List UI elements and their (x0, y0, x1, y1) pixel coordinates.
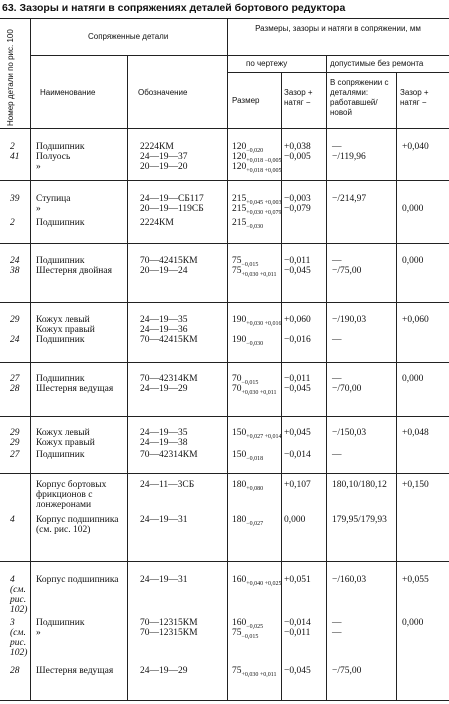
col-size-header: Размер (232, 96, 260, 105)
part-designation: 20—19—24 (140, 266, 188, 276)
part-name: Подшипник (36, 618, 85, 628)
size-value: $75_{-0,015}$ (232, 628, 259, 640)
worn-value: 180,10/180,12 (332, 480, 387, 490)
gap-value: +0,060 (284, 315, 311, 325)
part-designation: 24—19—38 (140, 438, 188, 448)
part-name: » (36, 204, 41, 214)
allowed-gap-value: 0,000 (402, 618, 424, 628)
part-designation: 20—19—20 (140, 162, 188, 172)
part-name: Подшипник (36, 335, 85, 345)
part-designation: 70—42314КМ (140, 450, 198, 460)
worn-value: −/214,97 (332, 194, 367, 204)
col-allowed-header: допустимые без ремонта (330, 59, 424, 68)
row-number: 2 (10, 218, 15, 228)
col-sizes-header: Размеры, зазоры и натяги в сопряжении, мм (255, 24, 421, 33)
part-name: Подшипник (36, 450, 85, 460)
gap-value: −0,045 (284, 266, 311, 276)
gap-value: −0,079 (284, 204, 311, 214)
part-name: Корпус подшипника (см. рис. 102) (36, 515, 119, 535)
allowed-gap-value: +0,060 (402, 315, 429, 325)
worn-value: — (332, 374, 342, 384)
gap-value: +0,038 (284, 142, 311, 152)
worn-value: — (332, 256, 342, 266)
size-value: $160_{-0,025}$ (232, 618, 264, 630)
part-designation: 70—12315КМ (140, 618, 198, 628)
gap-value: −0,014 (284, 450, 311, 460)
row-number: 28 (10, 666, 20, 676)
size-value: $120_{-0,020}$ (232, 142, 264, 154)
gap-value: −0,014 (284, 618, 311, 628)
allowed-gap-value: 0,000 (402, 256, 424, 266)
size-value: $190_{+0,030 +0,016}$ (232, 315, 282, 327)
worn-value: −/75,00 (332, 666, 362, 676)
part-designation: 24—19—31 (140, 515, 188, 525)
row-number: 24 (10, 256, 20, 266)
part-name: » (36, 162, 41, 172)
row-number: 4 (10, 515, 15, 525)
size-value: $215_{+0,030 +0,079}$ (232, 204, 282, 216)
col-worn-header: В сопряжении с деталями: работавшей/новой (330, 78, 389, 117)
col-name-header: Наименование (40, 88, 96, 97)
part-designation: 70—42314КМ (140, 374, 198, 384)
size-value: $150_{-0,018}$ (232, 450, 264, 462)
size-value: $120_{+0,018 -0,005}$ (232, 152, 282, 164)
part-designation: 24—11—3СБ (140, 480, 195, 490)
worn-value: — (332, 450, 342, 460)
row-number: 2 (10, 142, 15, 152)
size-value: $70_{+0,030 +0,011}$ (232, 384, 277, 396)
col-drawing-header: по чертежу (246, 59, 288, 68)
worn-value: — (332, 142, 342, 152)
size-value: $75_{+0,030 +0,011}$ (232, 266, 277, 278)
size-value: $75_{+0,030 +0,011}$ (232, 666, 277, 678)
part-name: Шестерня ведущая (36, 384, 114, 394)
part-designation: 24—19—СБ117 (140, 194, 204, 204)
size-value: $215_{+0,045 +0,003}$ (232, 194, 282, 206)
allowed-gap-value: 0,000 (402, 374, 424, 384)
allowed-gap-value: +0,040 (402, 142, 429, 152)
part-name: Полуось (36, 152, 71, 162)
part-designation: 2224КМ (140, 218, 174, 228)
size-value: $120_{+0,018 +0,005}$ (232, 162, 282, 174)
allowed-gap-value: 0,000 (402, 204, 424, 214)
gap-value: −0,003 (284, 194, 311, 204)
row-number: 29 (10, 438, 20, 448)
part-name: Кожух правый (36, 325, 95, 335)
gap-value: +0,051 (284, 575, 311, 585)
worn-value: −/160,03 (332, 575, 367, 585)
part-name: Кожух правый (36, 438, 95, 448)
size-value: $180_{+0,080}$ (232, 480, 264, 492)
part-designation: 24—19—29 (140, 666, 188, 676)
part-designation: 2224КМ (140, 142, 174, 152)
size-value: $180_{-0,027}$ (232, 515, 264, 527)
col-designation-header: Обозначение (138, 88, 188, 97)
row-number: 39 (10, 194, 20, 204)
worn-value: −/75,00 (332, 266, 362, 276)
allowed-gap-value: +0,150 (402, 480, 429, 490)
part-designation: 70—42415КМ (140, 256, 198, 266)
size-value: $190_{-0,030}$ (232, 335, 264, 347)
part-name: Подшипник (36, 256, 85, 266)
worn-value: −/190,03 (332, 315, 367, 325)
part-name: Подшипник (36, 218, 85, 228)
worn-value: 179,95/179,93 (332, 515, 387, 525)
allowed-gap-value: +0,048 (402, 428, 429, 438)
col-gap2-header: Зазор + натяг − (400, 88, 429, 107)
row-number: 29 (10, 428, 20, 438)
part-name: Корпус бортовых фрикционов с лонжеронами (36, 480, 107, 510)
part-designation: 70—42415КМ (140, 335, 198, 345)
part-designation: 24—19—31 (140, 575, 188, 585)
worn-value: −/70,00 (332, 384, 362, 394)
gap-value: 0,000 (284, 515, 306, 525)
gap-value: −0,011 (284, 256, 311, 266)
part-name: Шестерня ведущая (36, 666, 114, 676)
col-num-header: Номер детали по рис. 100 (6, 29, 15, 126)
part-name: Кожух левый (36, 428, 90, 438)
part-designation: 24—19—35 (140, 315, 188, 325)
worn-value: — (332, 335, 342, 345)
gap-value: −0,045 (284, 384, 311, 394)
part-designation: 70—12315КМ (140, 628, 198, 638)
row-number: 3 (см. рис. 102) (10, 618, 28, 658)
gap-value: −0,011 (284, 374, 311, 384)
part-designation: 24—19—37 (140, 152, 188, 162)
gap-value: −0,011 (284, 628, 311, 638)
part-name: Корпус подшипника (36, 575, 119, 585)
part-name: Подшипник (36, 142, 85, 152)
part-name: Шестерня двойная (36, 266, 112, 276)
part-designation: 24—19—36 (140, 325, 188, 335)
col-parts-header: Сопряженные детали (88, 32, 169, 41)
part-designation: 20—19—119СБ (140, 204, 204, 214)
row-number: 38 (10, 266, 20, 276)
worn-value: — (332, 628, 342, 638)
part-name: » (36, 628, 41, 638)
gap-value: −0,005 (284, 152, 311, 162)
row-number: 24 (10, 335, 20, 345)
size-value: $150_{+0,027 +0,014}$ (232, 428, 282, 440)
part-name: Подшипник (36, 374, 85, 384)
gap-value: +0,045 (284, 428, 311, 438)
row-number: 28 (10, 384, 20, 394)
size-value: $75_{-0,015}$ (232, 256, 259, 268)
gap-value: −0,045 (284, 666, 311, 676)
part-name: Ступица (36, 194, 71, 204)
size-value: $215_{-0,030}$ (232, 218, 264, 230)
row-number: 27 (10, 374, 20, 384)
table-title: 63. Зазоры и натяги в сопряжениях деталей бортового редуктора (2, 2, 346, 14)
gap-value: +0,107 (284, 480, 311, 490)
part-name: Кожух левый (36, 315, 90, 325)
worn-value: −/150,03 (332, 428, 367, 438)
row-number: 27 (10, 450, 20, 460)
row-number: 29 (10, 315, 20, 325)
row-number: 4 (см. рис. 102) (10, 575, 28, 615)
size-value: $70_{-0,015}$ (232, 374, 259, 386)
worn-value: −/119,96 (332, 152, 366, 162)
row-number: 41 (10, 152, 20, 162)
worn-value: — (332, 618, 342, 628)
part-designation: 24—19—29 (140, 384, 188, 394)
part-designation: 24—19—35 (140, 428, 188, 438)
size-value: $160_{+0,040 +0,025}$ (232, 575, 282, 587)
gap-value: −0,016 (284, 335, 311, 345)
allowed-gap-value: +0,055 (402, 575, 429, 585)
col-gap-header: Зазор + натяг − (284, 88, 313, 107)
